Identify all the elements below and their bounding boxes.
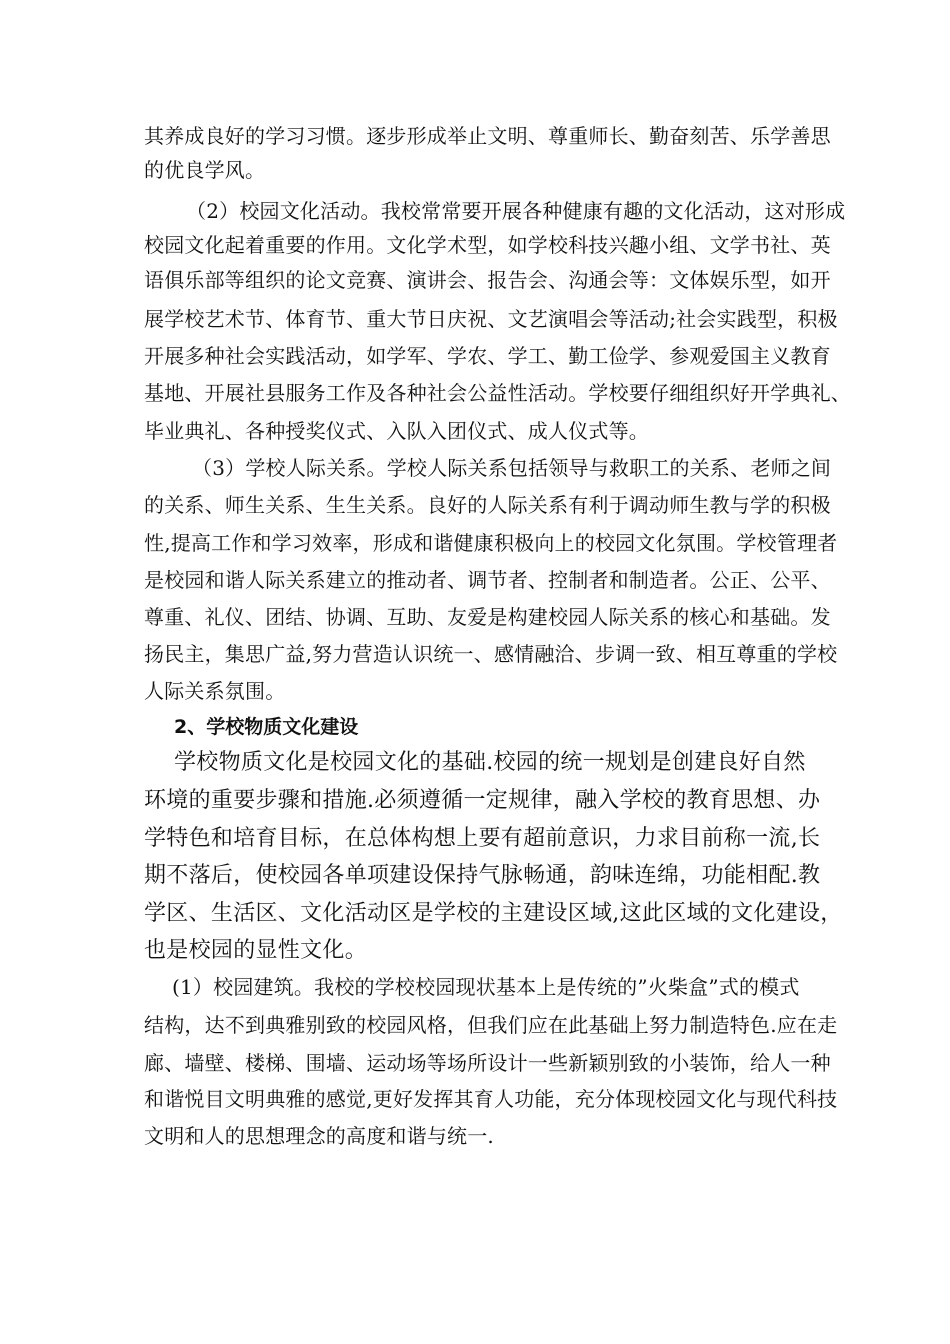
paragraph-line: 开展多种社会实践活动，如学军、学农、学工、勤工俭学、参观爱国主义教育 [144, 344, 831, 368]
paragraph-line: 的关系、师生关系、生生关系。良好的人际关系有利于调动师生教与学的积极 [144, 493, 831, 517]
paragraph-line: 的优良学风。 [144, 158, 266, 182]
paragraph-line: 性,提高工作和学习效率，形成和谐健康积极向上的校园文化氛围。学校管理者 [144, 531, 838, 555]
paragraph-line: 是校园和谐人际关系建立的推动者、调节者、控制者和制造者。公正、公平、 [144, 568, 831, 592]
paragraph-line: 尊重、礼仪、团结、协调、互助、友爱是构建校园人际关系的核心和基础。发 [144, 605, 831, 629]
paragraph-line: 学特色和培育目标，在总体构想上要有超前意识，力求目前称一流,长 [144, 826, 821, 851]
section-heading: 2、学校物质文化建设 [174, 716, 359, 738]
paragraph-line: 廊、墙壁、楼梯、围墙、运动场等场所设计一些新颖别致的小装饰，给人一种 [144, 1051, 831, 1075]
paragraph-line: 语俱乐部等组织的论文竞赛、演讲会、报告会、沟通会等：文体娱乐型，如开 [144, 268, 831, 292]
paragraph-line: 展学校艺术节、体育节、重大节日庆祝、文艺演唱会等活动;社会实践型，积极 [144, 307, 838, 331]
paragraph-line: 其养成良好的学习习惯。逐步形成举止文明、尊重师长、勤奋刻苦、乐学善思 [144, 124, 831, 148]
paragraph-line: 环境的重要步骤和措施.必须遵循一定规律，融入学校的教育思想、办 [144, 788, 821, 813]
paragraph-line: （3）学校人际关系。学校人际关系包括领导与救职工的关系、老师之间 [192, 456, 832, 480]
paragraph-line: 学校物质文化是校园文化的基础.校园的统一规划是创建良好自然 [174, 750, 806, 775]
paragraph-line: 也是校园的显性文化。 [144, 938, 368, 963]
paragraph-line: 校园文化起着重要的作用。文化学术型，如学校科技兴趣小组、文学书社、英 [144, 233, 831, 257]
paragraph-line: 文明和人的思想理念的高度和谐与统一. [144, 1124, 494, 1148]
paragraph-line: 人际关系氛围。 [144, 679, 286, 703]
paragraph-line: 学区、生活区、文化活动区是学校的主建设区域,这此区域的文化建设， [144, 901, 843, 926]
paragraph-line: （2）校园文化活动。我校常常要开展各种健康有趣的文化活动，这对形成 [186, 199, 846, 223]
paragraph-line: 基地、开展社县服务工作及各种社会公益性活动。学校要仔细组织好开学典礼、 [144, 381, 851, 405]
paragraph-line: 结构，达不到典雅别致的校园风格，但我们应在此基础上努力制造特色.应在走 [144, 1013, 838, 1037]
paragraph-line: 期不落后，使校园各单项建设保持气脉畅通，韵味连绵，功能相配.教 [144, 863, 821, 888]
paragraph-line: 扬民主，集思广益,努力营造认识统一、感情融洽、步调一致、相互尊重的学校 [144, 642, 838, 666]
paragraph-line: (1）校园建筑。我校的学校校园现状基本上是传统的”火柴盒”式的模式 [172, 975, 800, 999]
paragraph-line: 和谐悦目文明典雅的感觉,更好发挥其育人功能，充分体现校园文化与现代科技 [144, 1087, 838, 1111]
paragraph-line: 毕业典礼、各种授奖仪式、入队入团仪式、成人仪式等。 [144, 419, 649, 443]
